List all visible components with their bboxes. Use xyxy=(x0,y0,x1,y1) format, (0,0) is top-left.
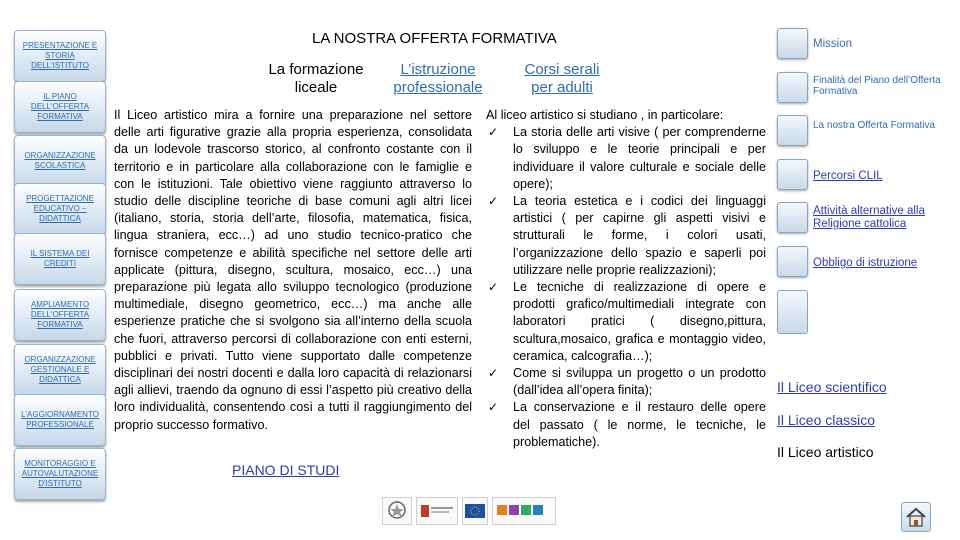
nav-aggiornamento[interactable]: L'AGGIORNAMENTO PROFESSIONALE xyxy=(14,394,106,446)
check-icon: ✓ xyxy=(488,194,499,209)
nav-sistema-crediti[interactable]: IL SISTEMA DEI CREDITI xyxy=(14,233,106,285)
nav-organizzazione-scolastica[interactable]: ORGANIZZAZIONE SCOLASTICA xyxy=(14,135,106,187)
attivita-link[interactable]: Attività alternative alla Religione cattolica xyxy=(813,205,925,230)
subjects-intro: Al liceo artistico si studiano , in particolare: xyxy=(486,108,724,122)
ministry-emblem-logo xyxy=(382,497,412,525)
eu-flag-logo xyxy=(462,497,488,525)
list-item-text: Le tecniche di realizzazione di opere e prodotti grafico/multimediali integrate con laboratori pratici ( disegno,pittura, scultura,mosaico, grafica e montaggio video, ceramica, calcografia…); xyxy=(513,280,766,363)
clil-button[interactable] xyxy=(777,159,808,190)
mission-button[interactable] xyxy=(777,28,808,59)
list-item xyxy=(486,124,766,193)
mission-link[interactable]: Mission xyxy=(813,38,852,50)
nav-organizzazione-gestionale[interactable]: ORGANIZZAZIONE GESTIONALE E DIDATTICA xyxy=(14,344,106,396)
offerta-button[interactable] xyxy=(777,115,808,146)
liceo-classico-link[interactable]: Il Liceo classico xyxy=(777,412,876,428)
check-icon: ✓ xyxy=(488,400,499,415)
finalita-link[interactable]: Finalità del Piano dell’Offerta Formativa xyxy=(813,75,941,97)
liceo-scientifico-link[interactable]: Il Liceo scientifico xyxy=(777,379,887,395)
offerta-link[interactable]: La nostra Offerta Formativa xyxy=(813,120,936,131)
nav-ampliamento[interactable]: AMPLIAMENTO DELL'OFFERTA FORMATIVA xyxy=(14,289,106,341)
subjects-section xyxy=(486,107,766,451)
page-title: LA NOSTRA OFFERTA FORMATIVA xyxy=(312,30,557,47)
istituto-logo xyxy=(416,497,458,525)
check-icon: ✓ xyxy=(488,366,499,381)
obbligo-button[interactable] xyxy=(777,246,808,277)
liceo-artistico-logo xyxy=(492,497,556,525)
home-button[interactable] xyxy=(901,502,931,532)
tab-corsi-serali[interactable]: Corsi serali per adulti xyxy=(524,61,600,96)
partner-logos xyxy=(382,497,558,525)
list-item xyxy=(486,279,766,365)
liceo-artistico-label: Il Liceo artistico xyxy=(777,444,874,460)
nav-piano-offerta[interactable]: IL PIANO DELL'OFFERTA FORMATIVA xyxy=(14,81,106,133)
check-icon: ✓ xyxy=(488,280,499,295)
list-item-text: La conservazione e il restauro delle opere del passato ( le norme, le tecniche, le problematiche). xyxy=(513,400,766,449)
list-item-text: La storia delle arti visive ( per comprenderne lo sviluppo e le teorie principali e per individuare il valore culturale e sociale delle opere); xyxy=(513,125,766,191)
clil-link[interactable]: Percorsi CLIL xyxy=(813,170,883,182)
check-icon: ✓ xyxy=(488,125,499,140)
list-item-text: La teoria estetica e i codici dei linguaggi artistici ( per capirne gli aspetti visivi e strutturali le forme, i colori usati, l’organizzazione dello spazio e saperli poi utilizzare nelle proprie realizzazioni); xyxy=(513,194,766,277)
obbligo-link[interactable]: Obbligo di istruzione xyxy=(813,257,918,269)
home-icon xyxy=(905,507,927,527)
subjects-list xyxy=(486,124,766,451)
piano-studi-link[interactable]: PIANO DI STUDI xyxy=(232,462,340,478)
nav-monitoraggio[interactable]: MONITORAGGIO E AUTOVALUTAZIONE D'ISTITUTO xyxy=(14,448,106,500)
list-item xyxy=(486,193,766,279)
nav-progettazione[interactable]: PROGETTAZIONE EDUCATIVO – DIDATTICA xyxy=(14,183,106,235)
list-item-text: Come si sviluppa un progetto o un prodotto (dall’idea all’opera finita); xyxy=(513,366,766,398)
finalita-button[interactable] xyxy=(777,72,808,103)
tab-formazione-liceale[interactable]: La formazione liceale xyxy=(268,61,364,96)
nav-presentazione[interactable]: PRESENTAZIONE E STORIA DELL'ISTITUTO xyxy=(14,30,106,82)
list-item xyxy=(486,365,766,399)
liceo-description: Il Liceo artistico mira a fornire una preparazione nel settore delle arti figurative grazie alla propria esperienza, consolidata da un lodevole trascorso storico, al confronto costante con il territorio e in particolare alla collaborazione con le famiglie e con le istituzioni. Tale obiettivo viene raggiunto attraverso lo studio delle discipline teoriche di base comuni agli altri licei (italiano, storia, storia dell’arte, filosofia, matematica, fisica, lingua straniera, ecc…) ad uno studio tecnico-pratico che fornisce competenze e abilità specifiche nel settore delle arti applicate (pittura, disegno, scultura, mosaico, ecc…) una preparazione più legata allo sviluppo tecnologico (produzione multimediale, disegno geometrico, ecc…) ma anche alle esperienze pratiche che si svolgono sia all’interno della scuola che fuori, attraverso percorsi di collaborazione con enti esterni, pubblici e privati. Tutto viene supportato dalle competenze disciplinari dei nostri docenti e dalla loro capacità di relazionarsi agli allievi, traendo da ognuno di essi l’aspetto più creativo della loro individualità, consentendo così a tutti il raggiungimento del proprio successo formativo. xyxy=(114,108,472,432)
empty-nav-box xyxy=(777,290,808,334)
list-item xyxy=(486,399,766,451)
tab-istruzione-professionale[interactable]: L’istruzione professionale xyxy=(393,61,483,96)
attivita-button[interactable] xyxy=(777,202,808,233)
